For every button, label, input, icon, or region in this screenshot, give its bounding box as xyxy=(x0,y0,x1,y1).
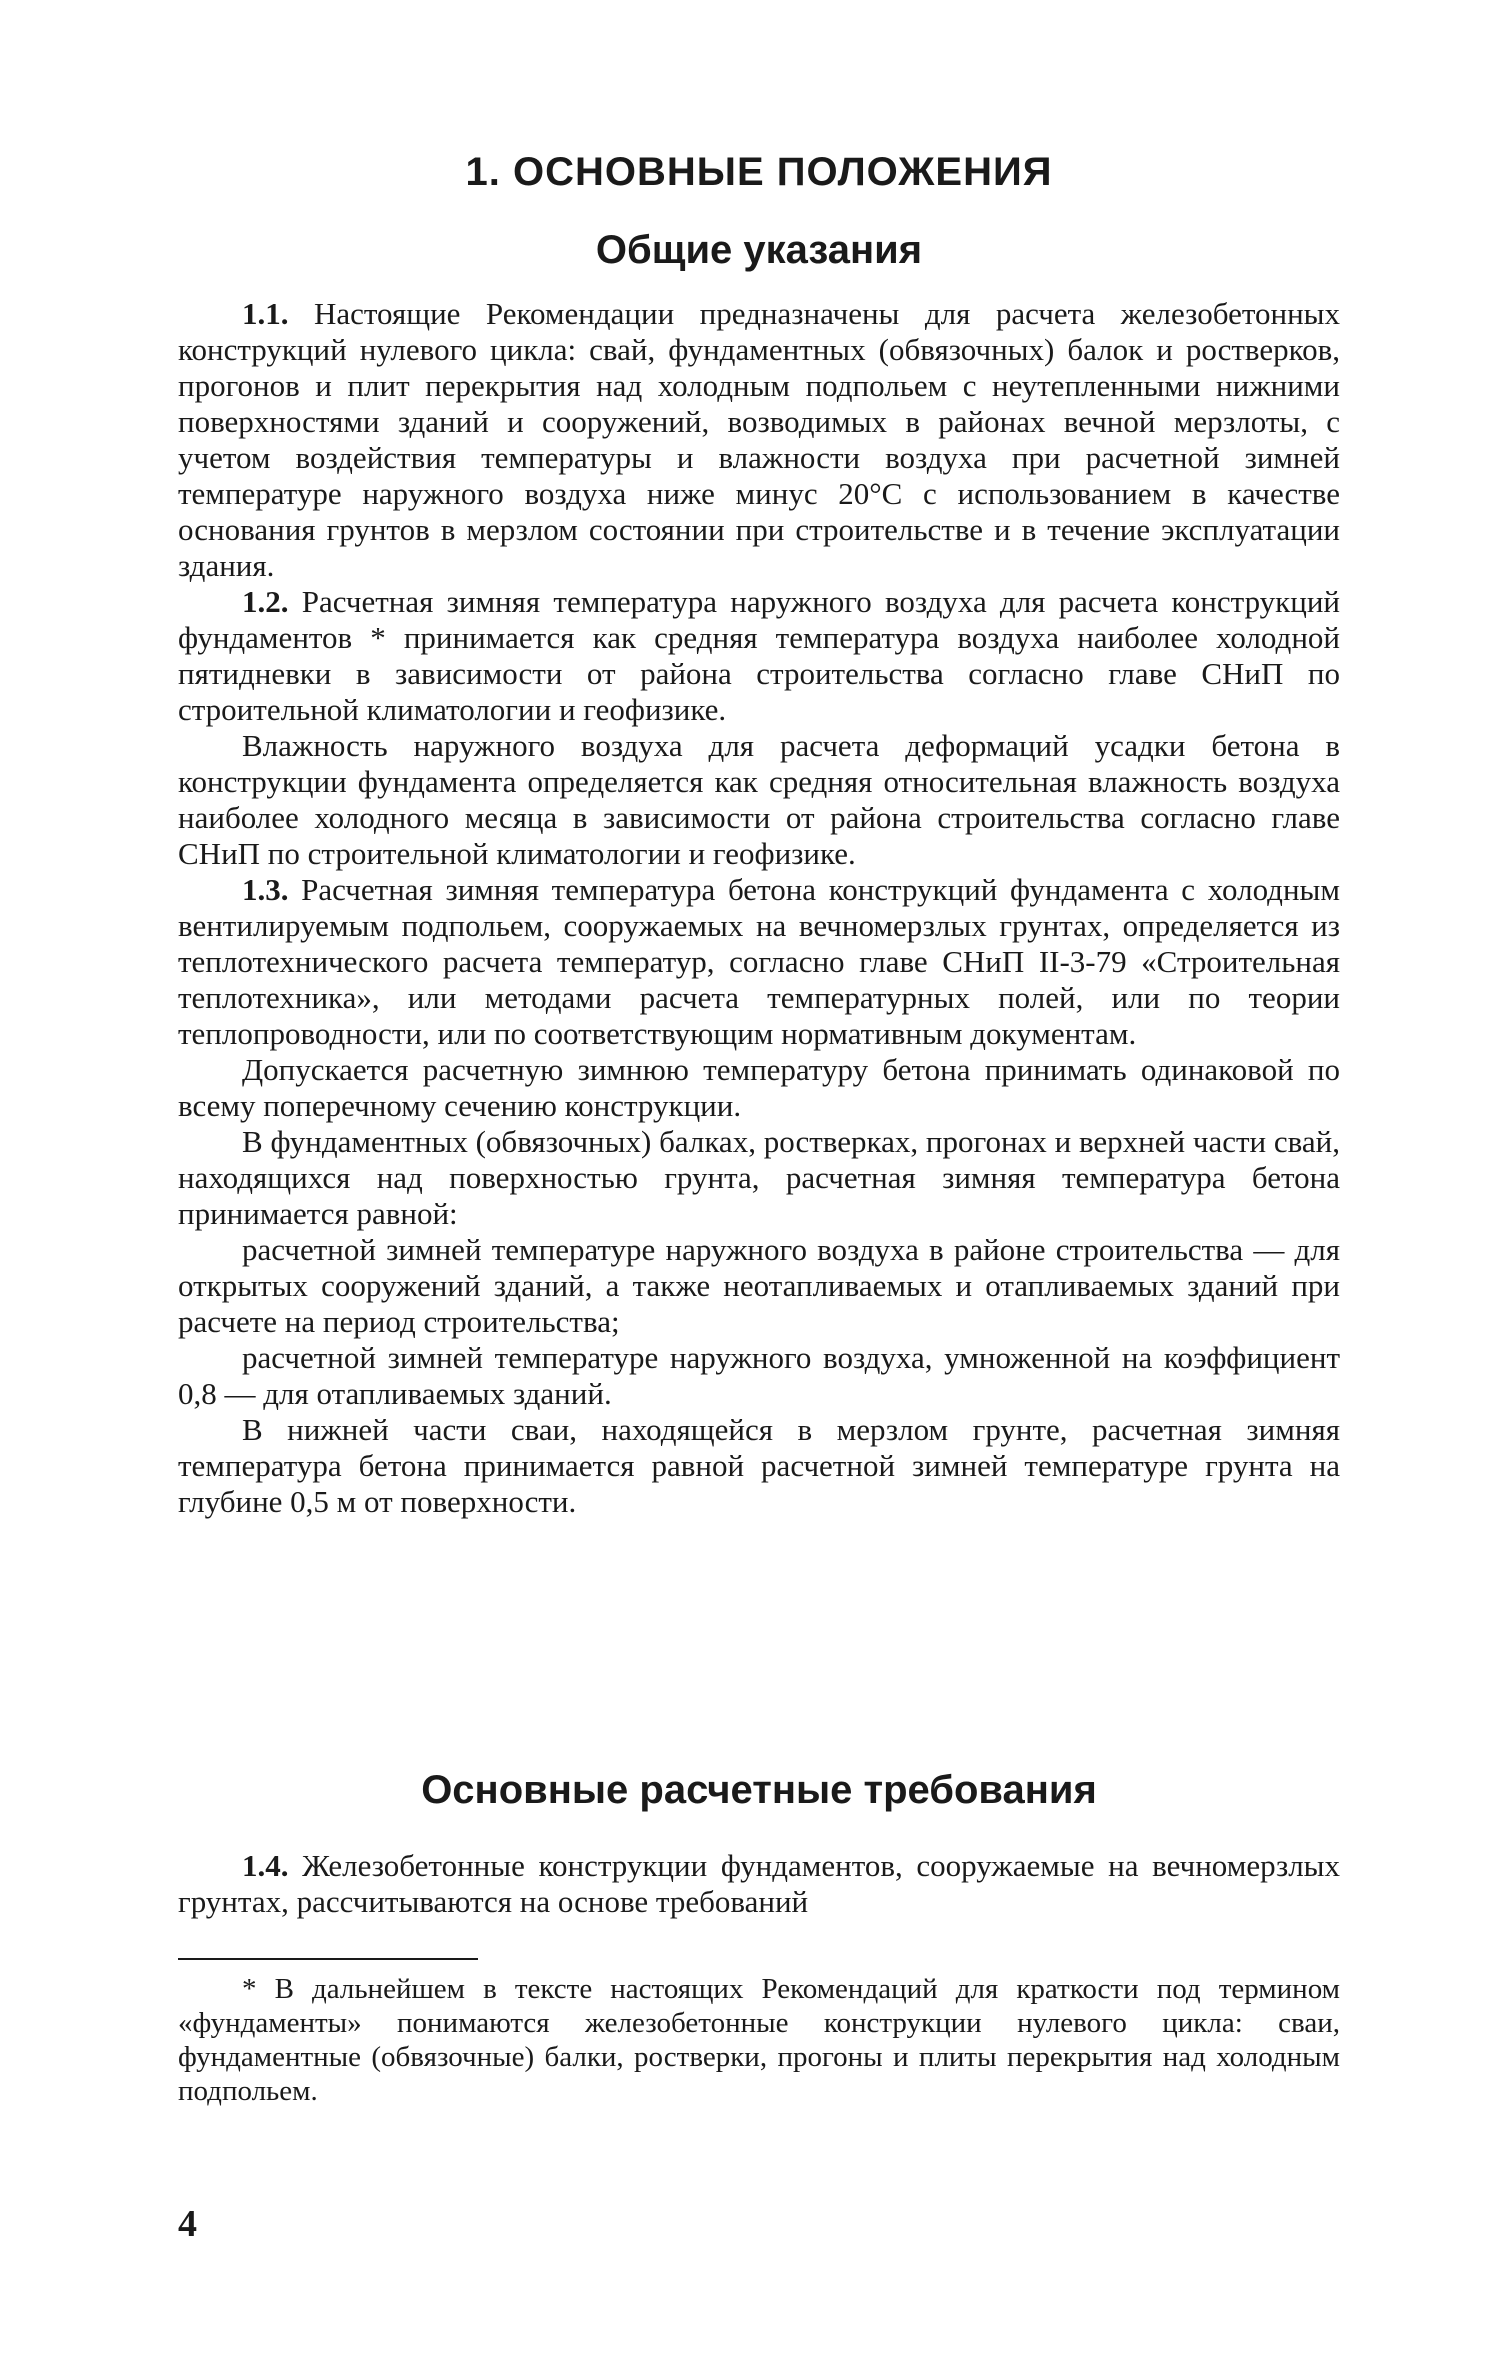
paragraph-number: 1.4. xyxy=(242,1848,289,1883)
footnote xyxy=(178,1972,1340,2108)
paragraph-1-2-humidity: Влажность наружного воздуха для расчета деформаций усадки бетона в конструкции фундамента определяется как средняя относительная влажность воздуха наиболее холодного месяца в зависимости от района строительства согласно главе СНиП по строительной климатологии и геофизике. xyxy=(178,728,1340,871)
page-number: 4 xyxy=(178,2203,197,2245)
requirements-text xyxy=(178,1848,1340,1920)
paragraph-1-3-heated: расчетной зимней температуре наружного воздуха, умноженной на коэффициент 0,8 — для отапливаемых зданий. xyxy=(178,1340,1340,1411)
paragraph-text: Настоящие Рекомендации предназначены для расчета железобетонных конструкций нулевого цикла: свай, фундаментных (обвязочных) балок и ростверков, прогонов и плит перекрытия над холодным подпольем с неутепленными нижними поверхностями зданий и сооружений, возводимых в районах вечной мерзлоты, с учетом воздействия температуры и влажности воздуха при расчетной зимней температуре наружного воздуха ниже минус 20°С с использованием в качестве основания грунтов в мерзлом состоянии при строительстве и в течение эксплуатации здания. xyxy=(178,296,1341,583)
paragraph-number: 1.1. xyxy=(242,296,289,331)
paragraph-text: Железобетонные конструкции фундаментов, сооружаемые на вечномерзлых грунтах, рассчитываются на основе требований xyxy=(178,1848,1341,1919)
footnote-text: * В дальнейшем в тексте настоящих Рекомендаций для краткости под термином «фундаменты» понимаются железобетонные конструкции нулевого цикла: сваи, фундаментные (обвязочные) балки, ростверки, прогоны и плиты перекрытия над холодным подпольем. xyxy=(178,1973,1340,2107)
paragraph-1-3-uniform: Допускается расчетную зимнюю температуру бетона принимать одинаковой по всему поперечному сечению конструкции. xyxy=(178,1052,1340,1123)
footnote-divider xyxy=(178,1958,478,1960)
paragraph-number: 1.3. xyxy=(242,872,289,907)
paragraph-text: Расчетная зимняя температура бетона конструкций фундамента с холодным вентилируемым подпольем, сооружаемых на вечномерзлых грунтах, определяется из теплотехнического расчета температур, согласно главе СНиП II-3-79 «Строительная теплотехника», или методами расчета температурных полей, или по теории теплопроводности, или по соответствующим нормативным документам. xyxy=(178,872,1340,1051)
paragraph-1-3-piles: В нижней части сваи, находящейся в мерзлом грунте, расчетная зимняя температура бетона принимается равной расчетной зимней температуре грунта на глубине 0,5 м от поверхности. xyxy=(178,1412,1340,1519)
paragraph-1-1 xyxy=(178,296,1340,584)
paragraph-1-2 xyxy=(178,584,1340,728)
section-title: 1. ОСНОВНЫЕ ПОЛОЖЕНИЯ xyxy=(465,150,1053,194)
paragraph-number: 1.2. xyxy=(242,584,289,619)
paragraph-text: Расчетная зимняя температура наружного воздуха для расчета конструкций фундаментов * принимается как средняя температура воздуха наиболее холодной пятидневки в зависимости от района строительства согласно главе СНиП по строительной климатологии и геофизике. xyxy=(178,584,1341,727)
subsection-heading-requirements: Основные расчетные требования xyxy=(421,1768,1097,1812)
subsection-heading-general: Общие указания xyxy=(595,228,923,272)
paragraph-1-3-open-structures: расчетной зимней температуре наружного воздуха в районе строительства — для открытых сооружений зданий, а также неотапливаемых и отапливаемых зданий при расчете на период строительства; xyxy=(178,1232,1340,1339)
paragraph-1-3-beams: В фундаментных (обвязочных) балках, ростверках, прогонах и верхней части свай, находящихся над поверхностью грунта, расчетная зимняя температура бетона принимается равной: xyxy=(178,1124,1340,1231)
paragraph-1-3 xyxy=(178,872,1340,1052)
general-provisions-text xyxy=(178,296,1340,1520)
paragraph-1-4 xyxy=(178,1848,1340,1920)
